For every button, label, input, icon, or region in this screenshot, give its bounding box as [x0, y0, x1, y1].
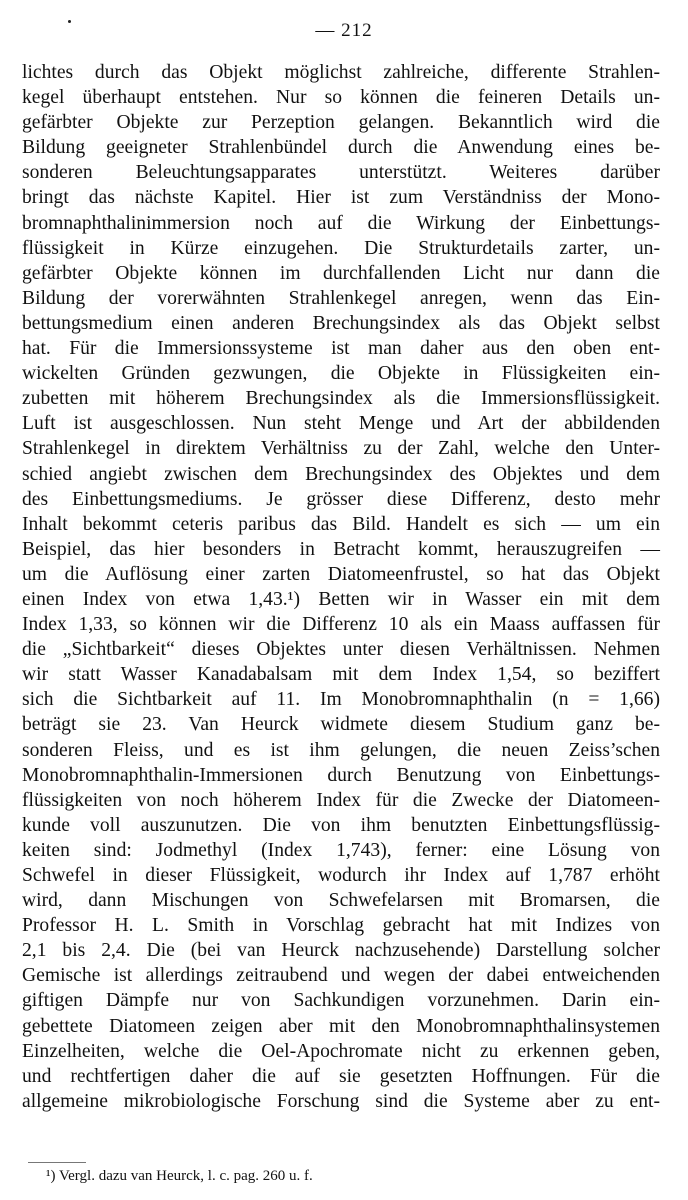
text-line: und rechtfertigen daher die auf sie gesetzten Hoffnungen. Für die	[22, 1065, 660, 1087]
text-line: allgemeine mikrobiologische Forschung sind die Systeme aber zu ent-	[22, 1090, 660, 1112]
text-line: kegel überhaupt entstehen. Nur so können die feineren Details un-	[22, 87, 660, 109]
text-line: wir statt Wasser Kanadabalsam mit dem Index 1,54, so beziffert	[22, 664, 660, 686]
text-line: bromnaphthalinimmersion noch auf die Wirkung der Einbettungs-	[22, 212, 660, 234]
text-line: Gemische ist allerdings zeitraubend und wegen der dabei entweichenden	[22, 965, 660, 987]
text-line: gebettete Diatomeen zeigen aber mit den Monobromnaphthalinsystemen	[22, 1015, 660, 1037]
text-line: gefärbter Objekte zur Perzeption gelangen. Bekanntlich wird die	[22, 112, 660, 134]
text-line: flüssigkeiten von noch höherem Index für die Zwecke der Diatomeen-	[22, 789, 660, 811]
text-line: gefärbter Objekte können im durchfallenden Licht nur dann die	[22, 262, 660, 284]
text-line: hat. Für die Immersionssysteme ist man daher aus den oben ent-	[22, 338, 660, 360]
text-line: bettungsmedium einen anderen Brechungsindex als das Objekt selbst	[22, 312, 660, 334]
text-line: Luft ist ausgeschlossen. Nun steht Menge und Art der abbildenden	[22, 413, 660, 435]
text-line: des Einbettungsmediums. Je grösser diese Differenz, desto mehr	[22, 488, 660, 510]
text-line: wird, dann Mischungen von Schwefelarsen mit Bromarsen, die	[22, 890, 660, 912]
text-line: Schwefel in dieser Flüssigkeit, wodurch ihr Index auf 1,787 erhöht	[22, 865, 660, 886]
text-line: Einzelheiten, welche die Oel-Apochromate nicht zu erkennen geben,	[22, 1040, 660, 1062]
text-line: flüssigkeit in Kürze einzugehen. Die Strukturdetails zarter, un-	[22, 237, 660, 259]
text-line: einen Index von etwa 1,43.¹) Betten wir in Wasser ein mit dem	[22, 588, 660, 610]
text-line: Bildung geeigneter Strahlenbündel durch die Anwendung eines be-	[22, 137, 660, 159]
page-number: — 212	[315, 20, 373, 41]
text-line: sonderen Fleiss, und es ist ihm gelungen, die neuen Zeiss’schen	[22, 739, 660, 761]
text-line: Beispiel, das hier besonders in Betracht kommt, herauszugreifen —	[22, 538, 660, 560]
text-line: sich die Sichtbarkeit auf 11. Im Monobromnaphthalin (n = 1,66)	[22, 689, 660, 711]
text-line: wickelten Gründen gezwungen, die Objekte in Flüssigkeiten ein-	[22, 363, 660, 385]
footnote-divider	[28, 1162, 86, 1163]
text-line: giftigen Dämpfe nur von Sachkundigen vorzunehmen. Darin ein-	[22, 990, 660, 1012]
text-line: keiten sind: Jodmethyl (Index 1,743), ferner: eine Lösung von	[22, 839, 660, 861]
text-line: schied angiebt zwischen dem Brechungsindex des Objektes und dem	[22, 463, 660, 485]
text-line: Professor H. L. Smith in Vorschlag gebracht hat mit Indizes von	[22, 915, 660, 937]
text-line: sonderen Beleuchtungsapparates unterstützt. Weiteres darüber	[22, 162, 660, 184]
text-line: beträgt sie 23. Van Heurck widmete diesem Studium ganz be-	[22, 714, 660, 736]
text-line: Inhalt bekommt ceteris paribus das Bild. Handelt es sich — um ein	[22, 513, 660, 535]
text-line: lichtes durch das Objekt möglichst zahlreiche, differente Strahlen-	[22, 62, 660, 83]
footnote: ¹) Vergl. dazu van Heurck, l. c. pag. 260 u. f.	[46, 1168, 313, 1184]
text-line: Bildung der vorerwähnten Strahlenkegel anregen, wenn das Ein-	[22, 287, 660, 309]
text-line: Index 1,33, so können wir die Differenz 10 als ein Maass auffassen für	[22, 614, 660, 636]
text-line: um die Auflösung einer zarten Diatomeenfrustel, so hat das Objekt	[22, 563, 660, 585]
text-line: kunde voll auszunutzen. Die von ihm benutzten Einbettungsflüssig-	[22, 814, 660, 836]
body-text	[22, 60, 660, 1114]
text-line: die „Sichtbarkeit“ dieses Objektes unter diesen Verhältnissen. Nehmen	[22, 639, 660, 661]
text-line: Monobromnaphthalin-Immersionen durch Benutzung von Einbettungs-	[22, 764, 660, 786]
text-line: 2,1 bis 2,4. Die (bei van Heurck nachzusehende) Darstellung solcher	[22, 940, 660, 962]
text-line: bringt das nächste Kapitel. Hier ist zum Verständniss der Mono-	[22, 187, 660, 209]
text-line: zubetten mit höherem Brechungsindex als die Immersionsflüssigkeit.	[22, 388, 660, 410]
text-line: Strahlenkegel in direktem Verhältniss zu der Zahl, welche den Unter-	[22, 438, 660, 460]
